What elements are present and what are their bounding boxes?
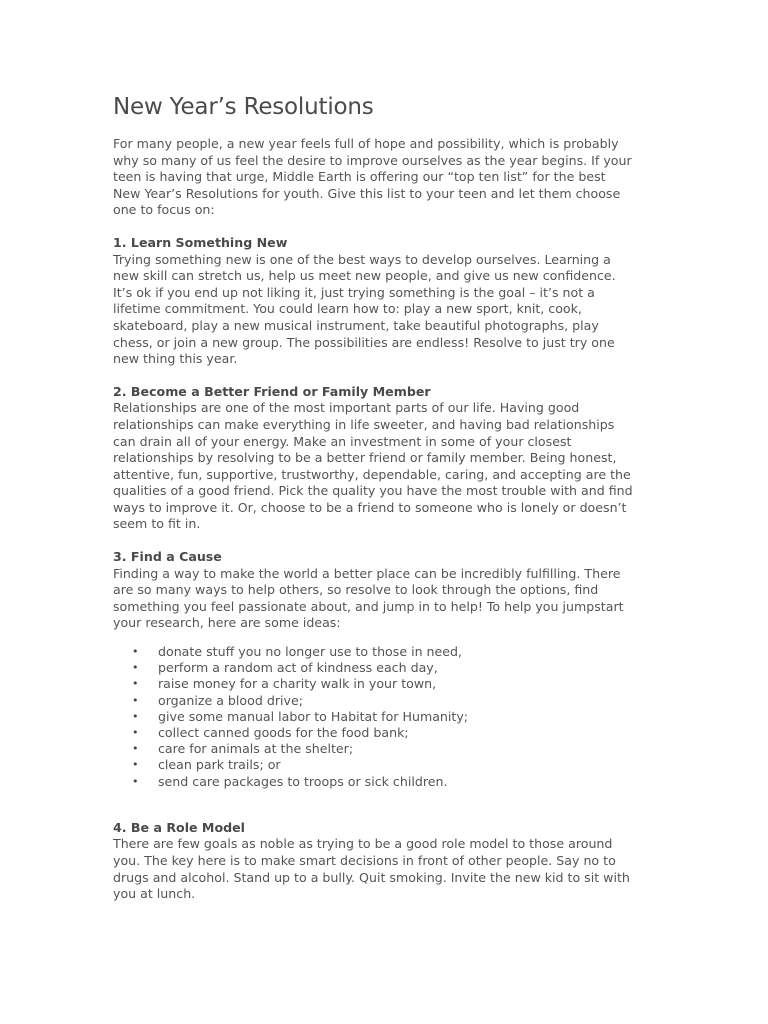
section-body: There are few goals as noble as trying to be a good role model to those around you. The key here is to make smart decisions in front of other people. Say no to drugs and alcohol. Stand up to a bully. Quit smoking. Invite the new kid to sit with you at lunch. <box>113 836 630 902</box>
list-item-text: organize a blood drive; <box>158 692 303 708</box>
list-item <box>113 644 633 660</box>
list-item-text: perform a random act of kindness each day, <box>158 660 438 676</box>
list-item-text: send care packages to troops or sick children. <box>158 773 448 789</box>
section-heading: 2. Become a Better Friend or Family Member <box>113 383 431 399</box>
section-learn-something-new <box>113 235 633 368</box>
list-item-text: donate stuff you no longer use to those in need, <box>158 644 463 660</box>
section-better-friend <box>113 384 633 533</box>
list-item-text: give some manual labor to Habitat for Humanity; <box>158 708 469 724</box>
list-item <box>113 757 633 773</box>
bullet-icon: • <box>132 693 139 707</box>
section-find-a-cause <box>113 549 633 790</box>
page-title: New Year’s Resolutions <box>113 94 374 120</box>
bullet-icon: • <box>132 774 139 788</box>
list-item <box>113 725 633 741</box>
bullet-icon: • <box>132 726 139 740</box>
bullet-icon: • <box>132 661 139 675</box>
list-item <box>113 741 633 757</box>
list-item <box>113 676 633 692</box>
section-body: Trying something new is one of the best ways to develop ourselves. Learning a new skill can stretch us, help us meet new people, and give us new confidence. It’s ok if you end up not liking it, just trying something is the goal – it’s not a lifetime commitment. You could learn how to: play a new sport, knit, cook, skateboard, play a new musical instrument, take beautiful photographs, play chess, or join a new group. The possibilities are endless! Resolve to just try one new thing this year. <box>113 251 616 367</box>
section-heading: 3. Find a Cause <box>113 549 222 565</box>
bullet-icon: • <box>132 645 139 659</box>
bullet-icon: • <box>132 758 139 772</box>
ideas-list <box>113 644 633 790</box>
section-body: Finding a way to make the world a better place can be incredibly fulfilling. There are so many ways to help others, so resolve to look through the options, find something you feel passionate about, and jump in to help! To help you jumpstart your research, here are some ideas: <box>113 565 624 631</box>
list-item-text: care for animals at the shelter; <box>158 741 354 757</box>
list-item <box>113 693 633 709</box>
section-body: Relationships are one of the most important parts of our life. Having good relationships can make everything in life sweeter, and having bad relationships can drain all of your energy. Make an investment in some of your closest relationships by resolving to be a better friend or family member. Being honest, attentive, fun, supportive, trustworthy, dependable, caring, and accepting are the qualities of a good friend. Pick the quality you have the most trouble with and find ways to improve it. Or, choose to be a friend to someone who is lonely or doesn’t seem to fit in. <box>113 400 633 532</box>
list-item <box>113 774 633 790</box>
bullet-icon: • <box>132 709 139 723</box>
bullet-icon: • <box>132 677 139 691</box>
section-heading: 4. Be a Role Model <box>113 819 245 835</box>
list-item-text: raise money for a charity walk in your town, <box>158 676 437 692</box>
list-item <box>113 709 633 725</box>
bullet-icon: • <box>132 742 139 756</box>
intro-paragraph: For many people, a new year feels full of hope and possibility, which is probably why so many of us feel the desire to improve ourselves as the year begins. If your teen is having that urge, Middle Earth is offering our “top ten list” for the best New Year’s Resolutions for youth. Give this list to your teen and let them choose one to focus on: <box>113 136 632 218</box>
section-heading: 1. Learn Something New <box>113 234 288 250</box>
list-item <box>113 660 633 676</box>
document-page <box>113 92 633 919</box>
list-item-text: collect canned goods for the food bank; <box>158 725 409 741</box>
section-role-model <box>113 820 633 903</box>
list-item-text: clean park trails; or <box>158 757 281 773</box>
